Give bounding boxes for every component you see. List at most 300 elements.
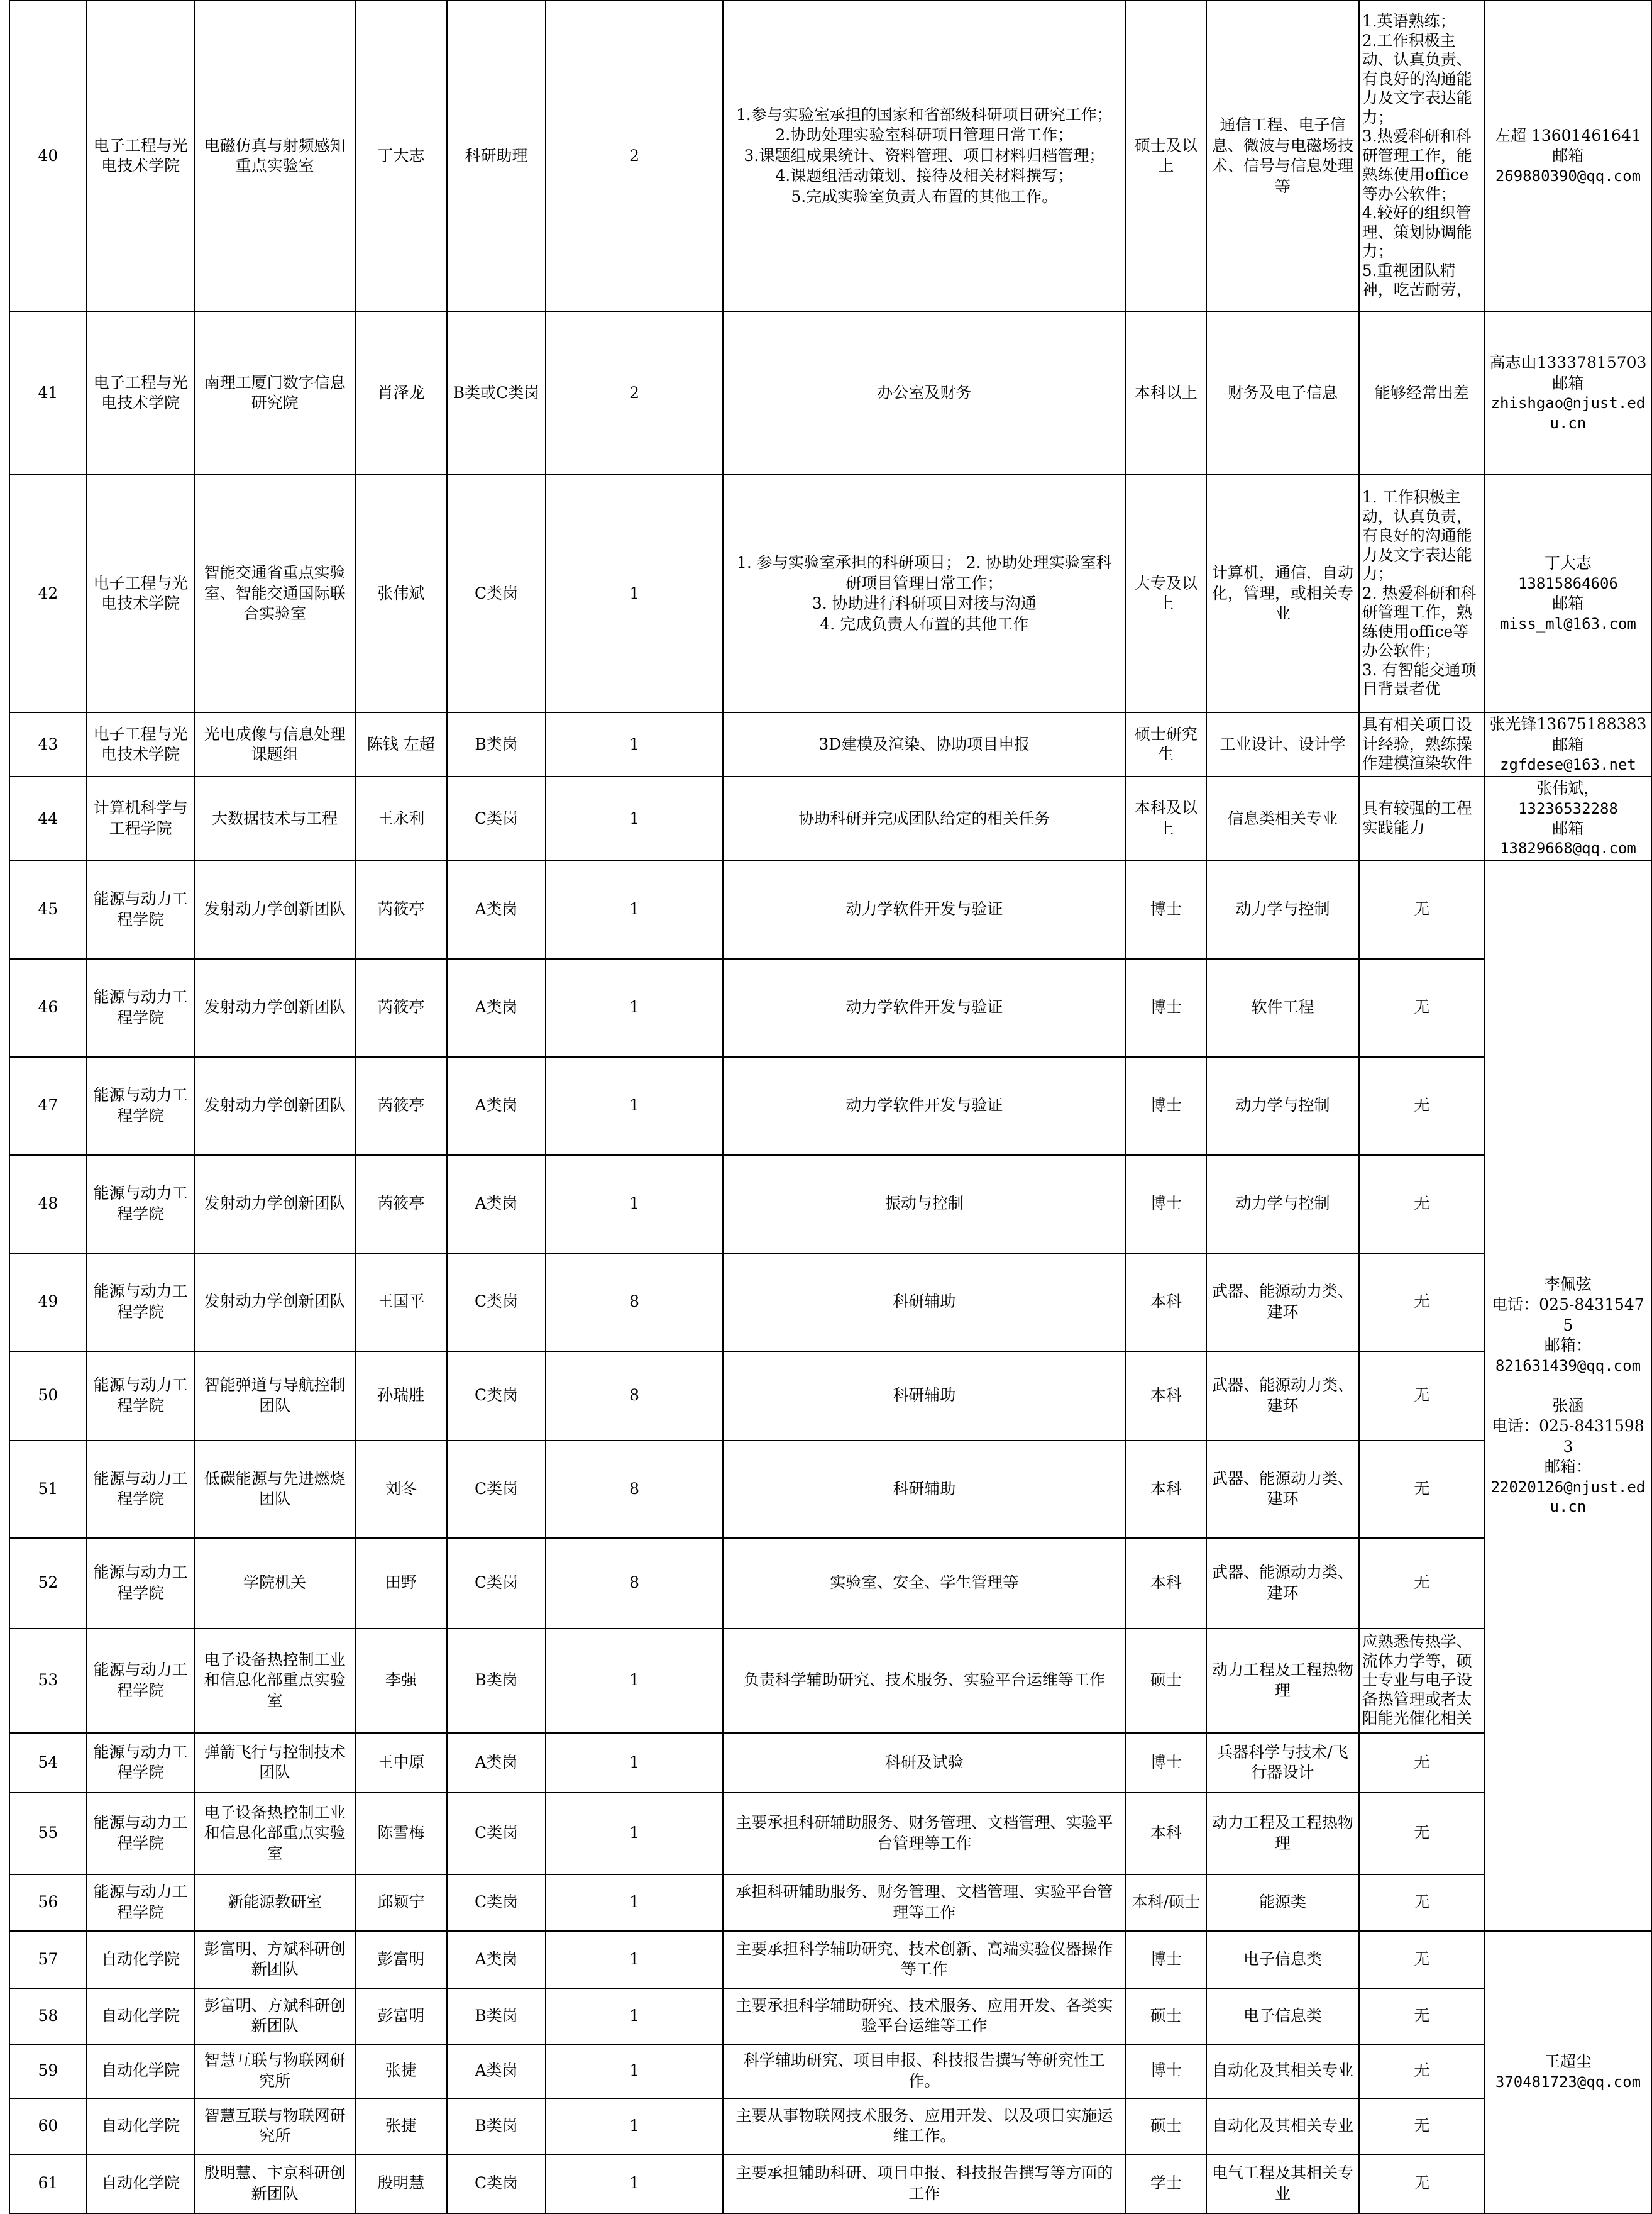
table-row	[9, 1988, 1651, 2044]
requirement-cell	[1359, 311, 1485, 475]
requirement-cell	[1359, 1629, 1485, 1733]
duty-cell	[723, 1874, 1126, 1931]
serial-number-cell: 54	[9, 1733, 87, 1793]
team-cell: 彭富明、方斌科研创新团队	[194, 1988, 355, 2044]
degree-cell: 硕士	[1126, 2098, 1207, 2154]
contact-line: 269880390@qq.com	[1495, 167, 1641, 185]
duty-line: 主要承担辅助科研、项目申报、科技报告撰写等方面的工作	[735, 2164, 1113, 2203]
contact-line: 邮箱	[1552, 735, 1584, 754]
team-cell: 南理工厦门数字信息研究院	[194, 311, 355, 475]
headcount-cell: 1	[546, 1931, 723, 1988]
serial-number-cell: 50	[9, 1351, 87, 1441]
team-cell: 智能弹道与导航控制团队	[194, 1351, 355, 1441]
serial-number-cell: 51	[9, 1441, 87, 1538]
headcount-cell: 1	[546, 2154, 723, 2213]
post-type-cell: C类岗	[447, 1874, 546, 1931]
leader-cell: 殷明慧	[355, 2154, 447, 2213]
requirement-cell	[1359, 777, 1485, 860]
contact-line: 邮箱	[1552, 594, 1584, 612]
college-cell: 自动化学院	[87, 2154, 194, 2213]
team-cell: 弹箭飞行与控制技术团队	[194, 1733, 355, 1793]
serial-number-cell: 60	[9, 2098, 87, 2154]
college-cell: 能源与动力工程学院	[87, 1351, 194, 1441]
degree-cell: 本科	[1126, 1253, 1207, 1351]
team-cell: 智能交通省重点实验室、智能交通国际联合实验室	[194, 475, 355, 712]
contact-line	[1488, 1376, 1648, 1396]
leader-cell: 李强	[355, 1629, 447, 1733]
serial-number-cell: 42	[9, 475, 87, 712]
duty-cell	[723, 1733, 1126, 1793]
team-cell: 殷明慧、卞京科研创新团队	[194, 2154, 355, 2213]
duty-line: 4.课题组活动策划、接待及相关材料撰写；	[775, 167, 1074, 185]
major-cell: 自动化及其相关专业	[1206, 2044, 1358, 2098]
team-cell: 彭富明、方斌科研创新团队	[194, 1931, 355, 1988]
duty-cell	[723, 1253, 1126, 1351]
serial-number-cell: 48	[9, 1155, 87, 1253]
degree-cell: 硕士及以上	[1126, 1, 1207, 311]
degree-cell: 本科	[1126, 1793, 1207, 1874]
team-cell: 光电成像与信息处理课题组	[194, 712, 355, 777]
requirement-cell	[1359, 1253, 1485, 1351]
leader-cell: 孙瑞胜	[355, 1351, 447, 1441]
post-type-cell: B类岗	[447, 712, 546, 777]
major-cell: 自动化及其相关专业	[1206, 2098, 1358, 2154]
contact-line: 张伟斌，	[1536, 779, 1600, 798]
headcount-cell: 1	[546, 712, 723, 777]
contact-line: 电话：025-84315475	[1492, 1295, 1644, 1334]
major-cell: 软件工程	[1206, 959, 1358, 1057]
college-cell: 电子工程与光电技术学院	[87, 311, 194, 475]
major-cell: 兵器科学与技术/飞行器设计	[1206, 1733, 1358, 1793]
requirement-line: 无	[1414, 1752, 1430, 1771]
table-row	[9, 2044, 1651, 2098]
duty-line: 4. 完成负责人布置的其他工作	[820, 614, 1029, 633]
duty-line: 振动与控制	[884, 1194, 964, 1213]
duty-cell	[723, 1931, 1126, 1988]
duty-line: 承担科研辅助服务、财务管理、文档管理、实验平台管理等工作	[735, 1883, 1113, 1922]
table-row	[9, 1538, 1651, 1629]
post-type-cell: 科研助理	[447, 1, 546, 311]
contact-line: 邮箱：	[1544, 1336, 1592, 1355]
serial-number-cell: 57	[9, 1931, 87, 1988]
table-row	[9, 1253, 1651, 1351]
leader-cell: 田野	[355, 1538, 447, 1629]
college-cell: 能源与动力工程学院	[87, 1155, 194, 1253]
leader-cell: 邱颖宁	[355, 1874, 447, 1931]
leader-cell: 芮筱亭	[355, 861, 447, 959]
requirement-cell	[1359, 861, 1485, 959]
headcount-cell: 8	[546, 1441, 723, 1538]
major-cell: 武器、能源动力类、建环	[1206, 1441, 1358, 1538]
requirement-cell	[1359, 2154, 1485, 2213]
team-cell: 低碳能源与先进燃烧团队	[194, 1441, 355, 1538]
duty-line: 5.完成实验室负责人布置的其他工作。	[791, 187, 1058, 206]
duty-line: 协助科研并完成团队给定的相关任务	[798, 809, 1050, 827]
requirement-line: 无	[1414, 1386, 1430, 1405]
post-type-cell: B类岗	[447, 1629, 546, 1733]
table-body	[9, 1, 1651, 2213]
serial-number-cell: 49	[9, 1253, 87, 1351]
requirement-cell	[1359, 1733, 1485, 1793]
college-cell: 电子工程与光电技术学院	[87, 712, 194, 777]
serial-number-cell: 53	[9, 1629, 87, 1733]
headcount-cell: 1	[546, 2098, 723, 2154]
requirement-line: 无	[1414, 900, 1430, 919]
contact-line: 电话：025-84315983	[1492, 1417, 1644, 1456]
duty-line: 科研辅助	[893, 1479, 956, 1498]
leader-cell: 陈雪梅	[355, 1793, 447, 1874]
serial-number-cell: 52	[9, 1538, 87, 1629]
post-type-cell: C类岗	[447, 1441, 546, 1538]
team-cell: 发射动力学创新团队	[194, 861, 355, 959]
contact-line: 821631439@qq.com	[1495, 1356, 1641, 1375]
table-row	[9, 1874, 1651, 1931]
headcount-cell: 1	[546, 777, 723, 860]
requirement-line: 无	[1414, 2006, 1430, 2025]
degree-cell: 硕士研究生	[1126, 712, 1207, 777]
major-cell: 通信工程、电子信息、微波与电磁场技术、信号与信息处理等	[1206, 1, 1358, 311]
duty-cell	[723, 2098, 1126, 2154]
requirement-line: 1. 工作积极主动，认真负责，有良好的沟通能力及文字表达能力；	[1362, 488, 1472, 584]
serial-number-cell: 41	[9, 311, 87, 475]
duty-line: 科研及试验	[884, 1752, 964, 1771]
post-type-cell: C类岗	[447, 1253, 546, 1351]
duty-cell	[723, 1538, 1126, 1629]
contact-line: zgfdese@163.net	[1500, 756, 1636, 773]
requirement-cell	[1359, 475, 1485, 712]
requirement-cell	[1359, 712, 1485, 777]
duty-cell	[723, 1351, 1126, 1441]
college-cell: 能源与动力工程学院	[87, 1441, 194, 1538]
requirement-line: 3.热爱科研和科研管理工作，能熟练使用office等办公软件；	[1362, 127, 1472, 203]
requirement-line: 无	[1414, 1573, 1430, 1592]
degree-cell: 大专及以上	[1126, 475, 1207, 712]
college-cell: 能源与动力工程学院	[87, 1057, 194, 1155]
requirement-line: 无	[1414, 1949, 1430, 1968]
duty-line: 1.参与实验室承担的国家和省部级科研项目研究工作；	[735, 105, 1113, 124]
requirement-line: 具有较强的工程实践能力	[1362, 799, 1472, 837]
duty-line: 3. 协助进行科研项目对接与沟通	[812, 594, 1037, 612]
headcount-cell: 1	[546, 861, 723, 959]
requirement-line: 无	[1414, 1824, 1430, 1842]
team-cell: 智慧互联与物联网研究所	[194, 2044, 355, 2098]
serial-number-cell: 61	[9, 2154, 87, 2213]
duty-line: 实验室、安全、学生管理等	[830, 1573, 1019, 1592]
duty-cell	[723, 861, 1126, 959]
requirement-line: 应熟悉传热学、流体力学等，硕士专业与电子设备热管理或者太阳能光催化相关	[1362, 1632, 1472, 1728]
post-type-cell: C类岗	[447, 777, 546, 860]
major-cell: 武器、能源动力类、建环	[1206, 1351, 1358, 1441]
headcount-cell: 1	[546, 1988, 723, 2044]
duty-cell	[723, 1057, 1126, 1155]
duty-cell	[723, 777, 1126, 860]
requirement-line: 无	[1414, 2061, 1430, 2080]
contact-line: zhishgao@njust.edu.cn	[1490, 394, 1646, 432]
degree-cell: 本科	[1126, 1441, 1207, 1538]
headcount-cell: 1	[546, 2044, 723, 2098]
duty-cell	[723, 311, 1126, 475]
major-cell: 动力学与控制	[1206, 1057, 1358, 1155]
degree-cell: 博士	[1126, 861, 1207, 959]
requirement-cell	[1359, 1155, 1485, 1253]
contact-line: 左超 13601461641	[1494, 126, 1641, 145]
post-type-cell: A类岗	[447, 1733, 546, 1793]
leader-cell: 王国平	[355, 1253, 447, 1351]
serial-number-cell: 47	[9, 1057, 87, 1155]
contact-line: 邮箱	[1552, 147, 1584, 165]
headcount-cell: 1	[546, 1629, 723, 1733]
college-cell: 计算机科学与工程学院	[87, 777, 194, 860]
duty-line: 科学辅助研究、项目申报、科技报告撰写等研究性工作。	[743, 2051, 1105, 2090]
team-cell: 智慧互联与物联网研究所	[194, 2098, 355, 2154]
post-type-cell: A类岗	[447, 861, 546, 959]
contact-line: 邮箱	[1552, 819, 1584, 838]
requirement-cell	[1359, 1931, 1485, 1988]
major-cell: 动力学与控制	[1206, 861, 1358, 959]
table-row	[9, 311, 1651, 475]
major-cell: 电气工程及其相关专业	[1206, 2154, 1358, 2213]
table-row	[9, 959, 1651, 1057]
headcount-cell: 1	[546, 1793, 723, 1874]
table-row	[9, 861, 1651, 959]
major-cell: 动力学与控制	[1206, 1155, 1358, 1253]
contact-line: 张涵	[1552, 1396, 1584, 1415]
team-cell: 电子设备热控制工业和信息化部重点实验室	[194, 1793, 355, 1874]
team-cell: 发射动力学创新团队	[194, 1057, 355, 1155]
duty-line: 3D建模及渲染、协助项目申报	[818, 734, 1030, 753]
degree-cell: 本科以上	[1126, 311, 1207, 475]
serial-number-cell: 56	[9, 1874, 87, 1931]
serial-number-cell: 46	[9, 959, 87, 1057]
degree-cell: 本科及以上	[1126, 777, 1207, 860]
leader-cell: 芮筱亭	[355, 1155, 447, 1253]
team-cell: 大数据技术与工程	[194, 777, 355, 860]
post-type-cell: C类岗	[447, 1793, 546, 1874]
contact-cell	[1485, 777, 1651, 860]
serial-number-cell: 44	[9, 777, 87, 860]
degree-cell: 硕士	[1126, 1988, 1207, 2044]
table-row	[9, 1931, 1651, 1988]
leader-cell: 王永利	[355, 777, 447, 860]
major-cell: 武器、能源动力类、建环	[1206, 1538, 1358, 1629]
duty-line: 1. 参与实验室承担的科研项目； 2. 协助处理实验室科研项目管理日常工作；	[737, 553, 1112, 592]
requirement-cell	[1359, 1057, 1485, 1155]
college-cell: 自动化学院	[87, 2098, 194, 2154]
duty-cell	[723, 1, 1126, 311]
team-cell: 新能源教研室	[194, 1874, 355, 1931]
college-cell: 能源与动力工程学院	[87, 1629, 194, 1733]
degree-cell: 博士	[1126, 1931, 1207, 1988]
requirement-cell	[1359, 959, 1485, 1057]
leader-cell: 肖泽龙	[355, 311, 447, 475]
major-cell: 动力工程及工程热物理	[1206, 1629, 1358, 1733]
major-cell: 计算机，通信，自动化，管理，或相关专业	[1206, 475, 1358, 712]
requirement-line: 无	[1414, 1194, 1430, 1213]
contact-line: 13236532288	[1517, 799, 1618, 817]
table-row	[9, 1441, 1651, 1538]
contact-line: 13815864606	[1517, 574, 1618, 592]
major-cell: 电子信息类	[1206, 1931, 1358, 1988]
serial-number-cell: 40	[9, 1, 87, 311]
degree-cell: 本科/硕士	[1126, 1874, 1207, 1931]
degree-cell: 本科	[1126, 1538, 1207, 1629]
post-type-cell: B类岗	[447, 2098, 546, 2154]
headcount-cell: 2	[546, 311, 723, 475]
contact-line: 370481723@qq.com	[1495, 2073, 1641, 2091]
duty-line: 2.协助处理实验室科研项目管理日常工作；	[775, 126, 1074, 145]
degree-cell: 硕士	[1126, 1629, 1207, 1733]
requirement-line: 无	[1414, 998, 1430, 1017]
leader-cell: 王中原	[355, 1733, 447, 1793]
leader-cell: 张捷	[355, 2044, 447, 2098]
requirement-line: 无	[1414, 2116, 1430, 2135]
requirement-line: 无	[1414, 1893, 1430, 1912]
leader-cell: 刘冬	[355, 1441, 447, 1538]
team-cell: 电子设备热控制工业和信息化部重点实验室	[194, 1629, 355, 1733]
major-cell: 工业设计、设计学	[1206, 712, 1358, 777]
leader-cell: 陈钱 左超	[355, 712, 447, 777]
table-row	[9, 777, 1651, 860]
college-cell: 能源与动力工程学院	[87, 1793, 194, 1874]
duty-line: 动力学软件开发与验证	[845, 1096, 1003, 1115]
major-cell: 电子信息类	[1206, 1988, 1358, 2044]
post-type-cell: A类岗	[447, 2044, 546, 2098]
team-cell: 发射动力学创新团队	[194, 1253, 355, 1351]
leader-cell: 芮筱亭	[355, 1057, 447, 1155]
degree-cell: 博士	[1126, 1155, 1207, 1253]
table-row	[9, 1733, 1651, 1793]
contact-cell	[1485, 1, 1651, 311]
college-cell: 自动化学院	[87, 2044, 194, 2098]
requirement-line: 1.英语熟练；	[1362, 12, 1456, 31]
duty-line: 动力学软件开发与验证	[845, 900, 1003, 919]
contact-line: 王超尘	[1544, 2052, 1592, 2071]
headcount-cell: 2	[546, 1, 723, 311]
major-cell: 财务及电子信息	[1206, 311, 1358, 475]
table-row	[9, 1793, 1651, 1874]
requirement-line: 5.重视团队精神，吃苦耐劳，	[1362, 261, 1472, 299]
post-type-cell: C类岗	[447, 1351, 546, 1441]
college-cell: 能源与动力工程学院	[87, 1253, 194, 1351]
duty-cell	[723, 959, 1126, 1057]
requirement-line: 无	[1414, 1479, 1430, 1498]
table-row	[9, 1057, 1651, 1155]
headcount-cell: 8	[546, 1351, 723, 1441]
duty-line: 科研辅助	[893, 1292, 956, 1311]
college-cell: 自动化学院	[87, 1931, 194, 1988]
contact-cell	[1485, 1931, 1651, 2213]
requirement-line: 无	[1414, 2174, 1430, 2193]
duty-cell	[723, 2154, 1126, 2213]
post-type-cell: A类岗	[447, 1057, 546, 1155]
degree-cell: 博士	[1126, 1733, 1207, 1793]
leader-cell: 丁大志	[355, 1, 447, 311]
college-cell: 电子工程与光电技术学院	[87, 1, 194, 311]
headcount-cell: 8	[546, 1253, 723, 1351]
leader-cell: 芮筱亭	[355, 959, 447, 1057]
table-row	[9, 1351, 1651, 1441]
requirement-line: 3. 有智能交通项目背景者优	[1362, 660, 1477, 699]
college-cell: 能源与动力工程学院	[87, 959, 194, 1057]
requirement-cell	[1359, 1793, 1485, 1874]
serial-number-cell: 59	[9, 2044, 87, 2098]
recruitment-table	[9, 0, 1652, 2214]
requirement-cell	[1359, 2098, 1485, 2154]
leader-cell: 张伟斌	[355, 475, 447, 712]
college-cell: 能源与动力工程学院	[87, 861, 194, 959]
duty-line: 主要从事物联网技术服务、应用开发、以及项目实施运维工作。	[735, 2106, 1113, 2145]
major-cell: 武器、能源动力类、建环	[1206, 1253, 1358, 1351]
leader-cell: 彭富明	[355, 1931, 447, 1988]
headcount-cell: 1	[546, 1155, 723, 1253]
requirement-line: 具有相关项目设计经验，熟练操作建模渲染软件	[1362, 716, 1472, 773]
contact-line: 高志山13337815703	[1489, 353, 1647, 372]
degree-cell: 博士	[1126, 959, 1207, 1057]
requirement-line: 2.工作积极主动、认真负责、有良好的沟通能力及文字表达能力；	[1362, 31, 1472, 126]
duty-line: 3.课题组成果统计、资料管理、项目材料归档管理；	[744, 146, 1105, 165]
headcount-cell: 1	[546, 1874, 723, 1931]
duty-line: 负责科学辅助研究、技术服务、实验平台运维等工作	[743, 1671, 1105, 1690]
college-cell: 能源与动力工程学院	[87, 1538, 194, 1629]
contact-line: miss_ml@163.com	[1500, 614, 1636, 633]
post-type-cell: A类岗	[447, 959, 546, 1057]
duty-cell	[723, 1988, 1126, 2044]
table-row	[9, 2154, 1651, 2213]
contact-line: 13829668@qq.com	[1500, 839, 1636, 858]
requirement-cell	[1359, 1351, 1485, 1441]
duty-line: 主要承担科研辅助服务、财务管理、文档管理、实验平台管理等工作	[735, 1813, 1113, 1852]
college-cell: 自动化学院	[87, 1988, 194, 2044]
headcount-cell: 1	[546, 475, 723, 712]
duty-cell	[723, 1793, 1126, 1874]
leader-cell: 彭富明	[355, 1988, 447, 2044]
table-row	[9, 1629, 1651, 1733]
major-cell: 信息类相关专业	[1206, 777, 1358, 860]
major-cell: 动力工程及工程热物理	[1206, 1793, 1358, 1874]
requirement-cell	[1359, 1538, 1485, 1629]
post-type-cell: B类或C类岗	[447, 311, 546, 475]
contact-cell	[1485, 311, 1651, 475]
degree-cell: 本科	[1126, 1351, 1207, 1441]
college-cell: 电子工程与光电技术学院	[87, 475, 194, 712]
post-type-cell: C类岗	[447, 1538, 546, 1629]
post-type-cell: C类岗	[447, 475, 546, 712]
requirement-line: 无	[1414, 1096, 1430, 1115]
duty-cell	[723, 712, 1126, 777]
headcount-cell: 8	[546, 1538, 723, 1629]
duty-line: 主要承担科学辅助研究、技术服务、应用开发、各类实验平台运维等工作	[735, 1996, 1113, 2035]
headcount-cell: 1	[546, 1057, 723, 1155]
contact-cell	[1485, 861, 1651, 1931]
duty-cell	[723, 1155, 1126, 1253]
degree-cell: 博士	[1126, 1057, 1207, 1155]
duty-cell	[723, 1629, 1126, 1733]
duty-cell	[723, 1441, 1126, 1538]
serial-number-cell: 43	[9, 712, 87, 777]
contact-line: 邮箱：	[1544, 1458, 1592, 1476]
requirement-cell	[1359, 2044, 1485, 2098]
post-type-cell: A类岗	[447, 1155, 546, 1253]
contact-cell	[1485, 475, 1651, 712]
requirement-line: 2. 热爱科研和科研管理工作，熟练使用office等办公软件；	[1362, 584, 1477, 660]
leader-cell: 张捷	[355, 2098, 447, 2154]
college-cell: 能源与动力工程学院	[87, 1733, 194, 1793]
post-type-cell: A类岗	[447, 1931, 546, 1988]
team-cell: 学院机关	[194, 1538, 355, 1629]
degree-cell: 学士	[1126, 2154, 1207, 2213]
contact-line: 张光锋13675188383	[1489, 715, 1647, 733]
requirement-line: 能够经常出差	[1374, 383, 1469, 402]
